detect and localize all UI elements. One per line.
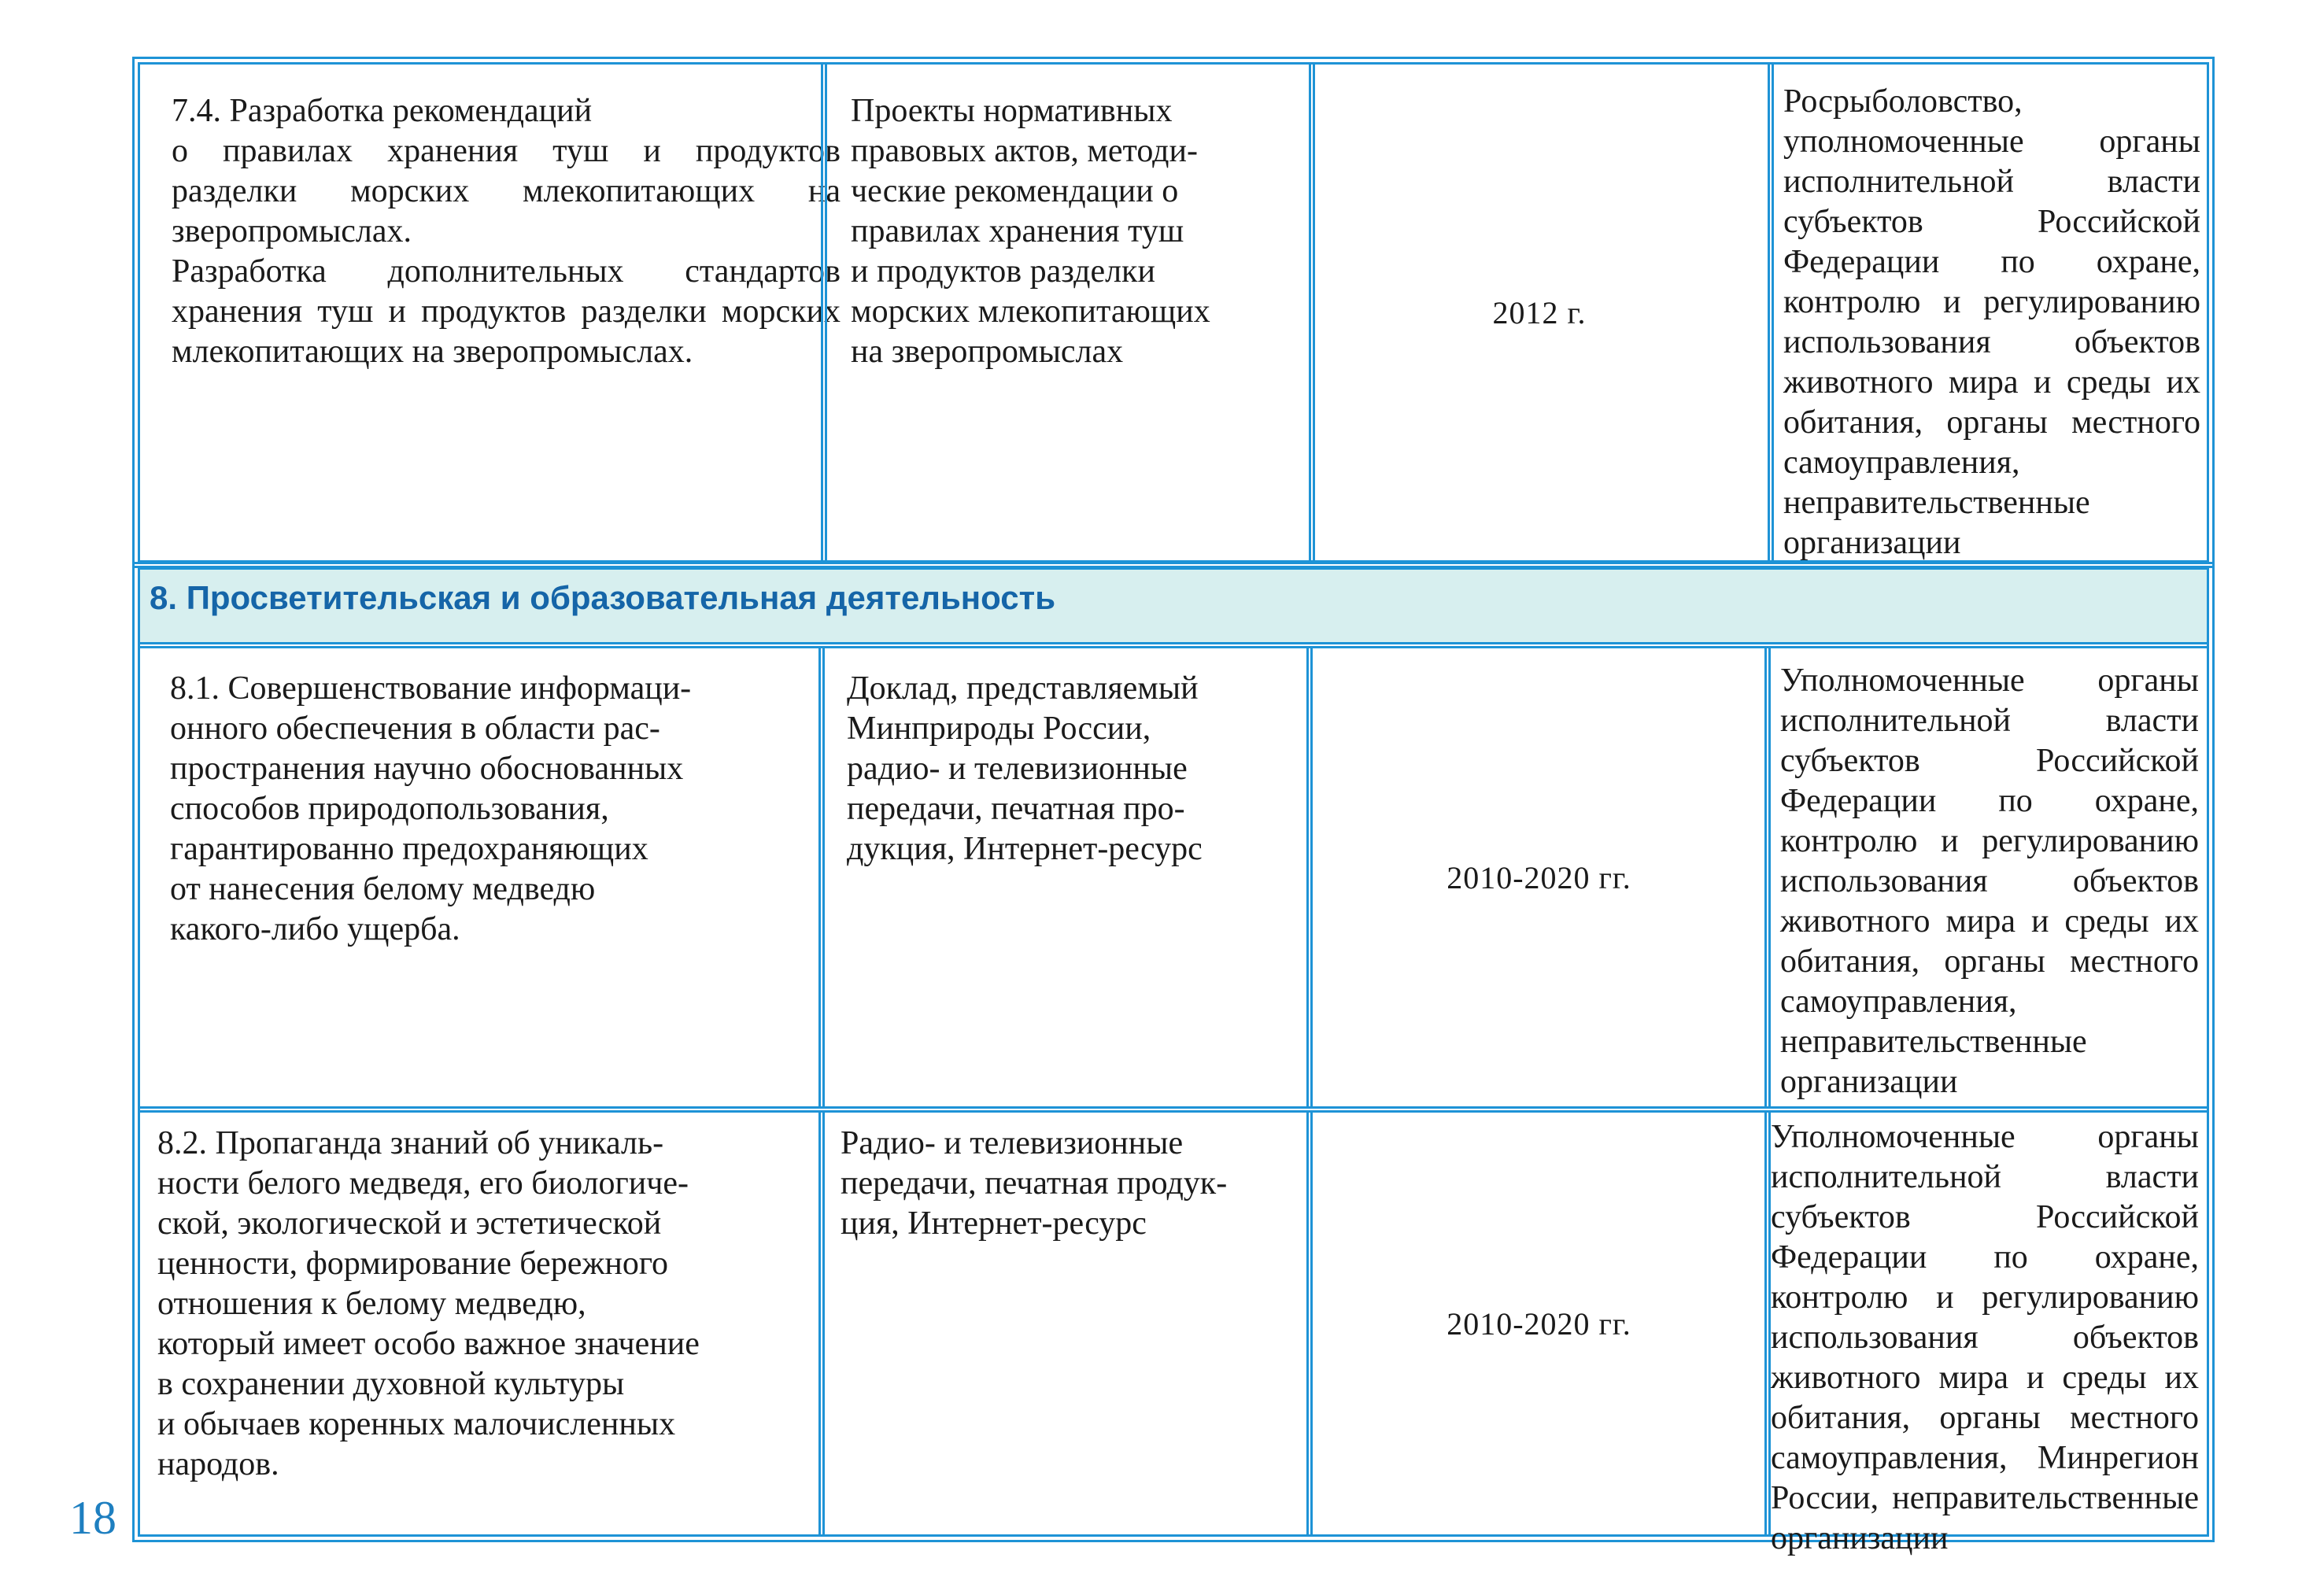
executors-cell — [1783, 65, 2200, 560]
table-row — [140, 1113, 2207, 1556]
page-number: 18 — [69, 1492, 116, 1544]
column-divider — [818, 1113, 825, 1534]
measure-text: 8.1. Совершенствование информаци- онного обеспечения в области рас- пространения научно обоснованных способов природопользования, гарантированно предохраняющих от нанесения белому медведю какого-либо ущерба. — [170, 670, 692, 947]
column-divider — [818, 648, 825, 1106]
measure-cell — [170, 648, 815, 1106]
column-divider — [1764, 1113, 1771, 1534]
row-divider — [140, 642, 2207, 648]
column-divider — [1306, 648, 1313, 1106]
measure-text: 8.2. Пропаганда знаний об уникаль- ности белого медведя, его биологиче- ской, экологической и эстетической ценности, формирование бережного отношения к белому медведю, который имеет особо важное значение в сохранении духовной культуры и обычаев коренных малочисленных народов. — [157, 1125, 700, 1482]
result-text: Радио- и телевизионные передачи, печатная продук- ция, Интернет-ресурс — [841, 1125, 1228, 1242]
result-text: Доклад, представляемый Минприроды России, радио- и телевизионные передачи, печатная про- дукция, Интернет-ресурс — [847, 670, 1203, 867]
period-cell — [1313, 1113, 1765, 1534]
column-divider — [1306, 1113, 1313, 1534]
executors-text: Росрыболовство, уполномоченные органы исполнительной власти субъектов Российской Федерации по охране, контролю и регулированию использования объектов животного мира и среды их обитания, органы местного самоуправления, неправительственные организации — [1783, 83, 2200, 561]
column-divider — [1764, 648, 1771, 1106]
section-header — [140, 570, 2207, 642]
period-cell — [1315, 65, 1764, 560]
period-text: 2010-2020 гг. — [1446, 1305, 1631, 1342]
table-block-8 — [132, 562, 2215, 1556]
column-divider — [1768, 65, 1774, 560]
result-cell — [847, 648, 1303, 1106]
executors-text: Уполномоченные органы исполнительной власти субъектов Российской Федерации по охране, контролю и регулированию использования объектов животного мира и среды их обитания, органы местного самоуправления, Минрегион России, неправительственные организации — [1771, 1119, 2199, 1556]
table-row — [140, 65, 2207, 560]
table-row — [140, 648, 2207, 1106]
executors-text: Уполномоченные органы исполнительной власти субъектов Российской Федерации по охране, контролю и регулированию использования объектов животного мира и среды их обитания, органы местного самоуправления, неправительственные организации — [1780, 663, 2199, 1100]
row-divider — [140, 1106, 2207, 1113]
column-divider — [821, 65, 827, 560]
section-title: 8. Просветительская и образовательная деятельность — [150, 579, 1056, 616]
period-text: 2012 г. — [1492, 294, 1587, 330]
result-cell — [851, 65, 1291, 560]
executors-cell — [1771, 1113, 2199, 1556]
column-divider — [1309, 65, 1315, 560]
measure-cell — [157, 1113, 811, 1534]
measure-cell — [172, 65, 841, 560]
executors-cell — [1780, 648, 2199, 1106]
period-cell — [1313, 648, 1765, 1106]
result-cell — [841, 1113, 1301, 1534]
table-block-7 — [132, 57, 2215, 568]
result-text: Проекты нормативных правовых актов, методи- ческие рекомендации о правилах хранения туш и продуктов разделки морских млекопитающих на зверопромыслах — [851, 93, 1210, 370]
measure-text: 7.4. Разработка рекомендаций о правилах хранения туш и продуктов разделки морских млекопитающих на зверопромыслах. Разработка дополнительных стандартов хранения туш и продуктов разделки морских млекопитающих на зверопромыслах. — [172, 93, 841, 370]
period-text: 2010-2020 гг. — [1446, 859, 1631, 895]
